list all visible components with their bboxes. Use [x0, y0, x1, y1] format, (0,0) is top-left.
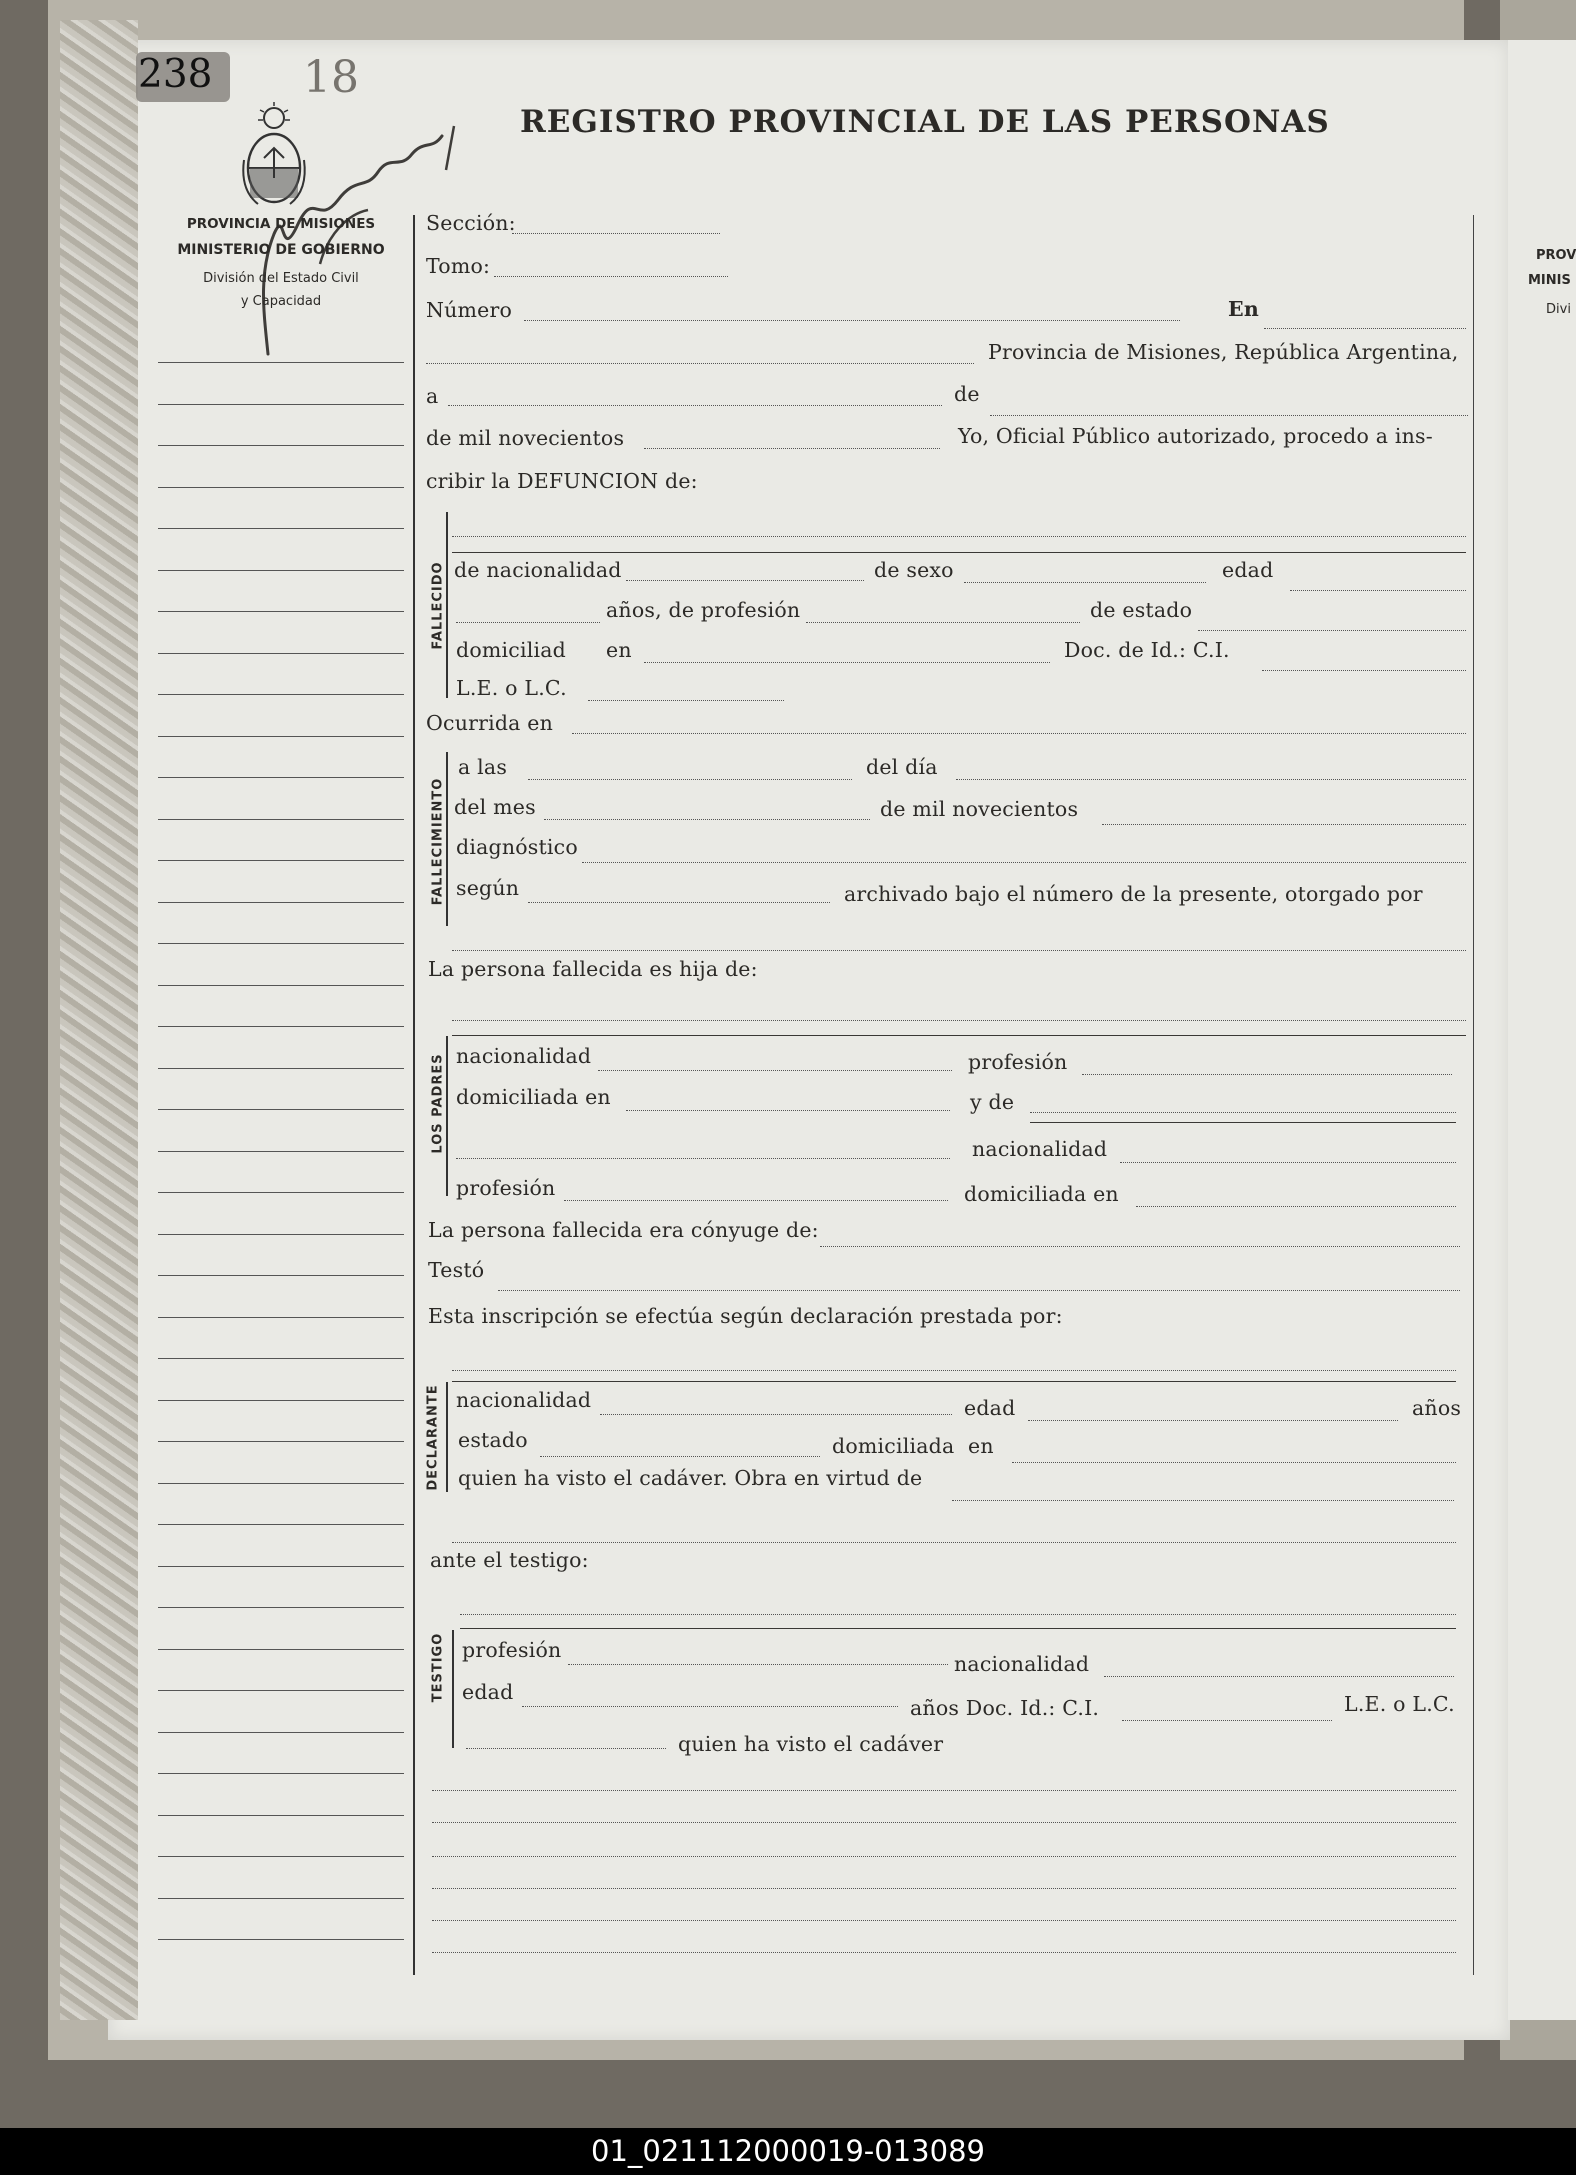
madre-nacionalidad-field[interactable] [1120, 1162, 1456, 1163]
de-label: de [954, 382, 980, 406]
mes-fallecimiento-field[interactable] [544, 819, 870, 820]
margin-line [158, 1192, 404, 1193]
anio-fallecimiento-field[interactable] [1102, 824, 1466, 825]
testigo-profesion-field[interactable] [568, 1664, 948, 1665]
declarante-domiciliada-label: domiciliada [832, 1434, 955, 1458]
edad-field[interactable] [1290, 590, 1466, 591]
margin-line [158, 611, 404, 612]
doc-id-label: Doc. de Id.: C.I. [1064, 638, 1230, 662]
madre-nacionalidad-label: nacionalidad [972, 1137, 1108, 1161]
testigo-anos-doc-label: años Doc. Id.: C.I. [910, 1696, 1100, 1720]
margin-line [158, 445, 404, 446]
margin-line [158, 1483, 404, 1484]
right-margin-rule [1473, 215, 1474, 1975]
hija-de-text: La persona fallecida es hija de: [428, 957, 758, 981]
margin-line [158, 1234, 404, 1235]
segun-field[interactable] [528, 902, 830, 903]
header-division: División del Estado Civil [203, 271, 359, 286]
testigo-le-lc-field[interactable] [466, 1748, 666, 1749]
margin-line [158, 819, 404, 820]
margin-line [158, 1317, 404, 1318]
book-spine [60, 20, 138, 2020]
hora-field[interactable] [528, 779, 852, 780]
madre-domicilio-field[interactable] [1136, 1206, 1456, 1207]
margin-line [158, 487, 404, 488]
ocurrida-en-field[interactable] [572, 733, 1466, 734]
next-page-label-2: MINIS [1528, 273, 1571, 288]
testo-label: Testó [428, 1258, 485, 1282]
observaciones-line[interactable] [432, 1790, 1456, 1791]
padre-profesion-field[interactable] [1082, 1074, 1452, 1075]
dia-fallecimiento-field[interactable] [956, 779, 1466, 780]
testigo-le-lc-label: L.E. o L.C. [1344, 1692, 1455, 1716]
ocurrida-en-label: Ocurrida en [426, 711, 554, 735]
dia-field[interactable] [448, 405, 942, 406]
fallecimiento-label: FALLECIMIENTO [430, 777, 446, 906]
segun-label: según [456, 876, 520, 900]
numero-field[interactable] [524, 320, 1180, 321]
footer-id: 01_021112000019-013089 [591, 2134, 985, 2168]
testigo-profesion-label: profesión [462, 1638, 562, 1662]
del-mes-label: del mes [454, 795, 536, 819]
seccion-label: Sección: [426, 211, 516, 235]
en-field[interactable] [1264, 328, 1466, 329]
de-sexo-label: de sexo [874, 558, 954, 582]
a-las-label: a las [458, 755, 508, 779]
folio-number: 18 [303, 52, 359, 103]
margin-line [158, 528, 404, 529]
margin-line [158, 943, 404, 944]
declarante-label: DECLARANTE [425, 1384, 441, 1491]
declarante-nacionalidad-label: nacionalidad [456, 1388, 592, 1412]
document-title: REGISTRO PROVINCIAL DE LAS PERSONAS [520, 104, 1330, 140]
margin-line [158, 1898, 404, 1899]
en-label: En [1228, 297, 1259, 321]
testigo-label: TESTIGO [430, 1632, 446, 1703]
nacionalidad-field[interactable] [626, 580, 864, 581]
margin-line [158, 1649, 404, 1650]
madre-rule [1030, 1122, 1456, 1123]
margin-line [158, 362, 404, 363]
padre-domicilio-field[interactable] [626, 1110, 950, 1111]
margin-line [158, 860, 404, 861]
archivado-text: archivado bajo el número de la presente, otorgado por [844, 882, 1423, 906]
edad-label: edad [1222, 558, 1274, 582]
margin-line [158, 902, 404, 903]
padres-top-rule [452, 1035, 1466, 1036]
margin-line [158, 1275, 404, 1276]
fallecido-bracket [446, 512, 448, 698]
ante-testigo-text: ante el testigo: [430, 1548, 589, 1572]
next-page-label-1: PROV [1536, 248, 1576, 263]
anos-field[interactable] [456, 622, 600, 623]
padres-bracket [446, 1036, 448, 1196]
inscribir-text: cribir la DEFUNCION de: [426, 469, 698, 493]
fallecido-top-rule [452, 552, 1466, 553]
fallecimiento-bracket [446, 752, 448, 926]
de-estado-label: de estado [1090, 598, 1193, 622]
padre-domiciliada-label: domiciliada en [456, 1085, 611, 1109]
margin-line [158, 1939, 404, 1940]
declarante-estado-label: estado [458, 1428, 528, 1452]
next-page-edge [1508, 40, 1576, 2020]
yo-oficial-text: Yo, Oficial Público autorizado, procedo a ins- [958, 424, 1433, 448]
margin-line [158, 1068, 404, 1069]
y-de-label: y de [970, 1090, 1015, 1114]
testigo-top-rule [460, 1628, 1456, 1629]
margin-line [158, 777, 404, 778]
testigo-nacionalidad-label: nacionalidad [954, 1652, 1090, 1676]
diagnostico-field[interactable] [582, 862, 1466, 863]
observaciones-line[interactable] [432, 1856, 1456, 1857]
declarante-top-rule [452, 1381, 1456, 1382]
profesion-field[interactable] [806, 622, 1080, 623]
testigo-nombre-field[interactable] [460, 1614, 1456, 1615]
declarante-estado-field[interactable] [540, 1456, 820, 1457]
tomo-field[interactable] [494, 276, 728, 277]
obra-en-virtud-field[interactable] [952, 1500, 1454, 1501]
testigo-quien-ha-visto-text: quien ha visto el cadáver [678, 1732, 944, 1756]
testigo-edad-field[interactable] [522, 1706, 898, 1707]
margin-line [158, 1026, 404, 1027]
testo-field[interactable] [498, 1290, 1460, 1291]
provincia-text: Provincia de Misiones, República Argentina, [988, 340, 1459, 364]
padre-nacionalidad-label: nacionalidad [456, 1044, 592, 1068]
declarante-edad-field[interactable] [1028, 1420, 1398, 1421]
margin-line [158, 1732, 404, 1733]
madre-profesion-label: profesión [456, 1176, 556, 1200]
madre-domiciliada-label: domiciliada en [964, 1182, 1119, 1206]
fallecido-label: FALLECIDO [430, 561, 446, 650]
margin-line [158, 1524, 404, 1525]
margin-line [158, 736, 404, 737]
margin-line [158, 1773, 404, 1774]
del-dia-label: del día [866, 755, 938, 779]
margin-line [158, 694, 404, 695]
madre-nombre-field[interactable] [1030, 1112, 1456, 1113]
declarante-domicilio-field[interactable] [1012, 1462, 1456, 1463]
declarante-bracket [446, 1382, 448, 1492]
mil-novecientos-label: de mil novecientos [880, 797, 1079, 821]
declarante-anos-label: años [1412, 1396, 1462, 1420]
madre-extra-field[interactable] [456, 1158, 950, 1159]
margin-line [158, 1441, 404, 1442]
header-province: PROVINCIA DE MISIONES [186, 216, 376, 232]
margin-line [158, 1109, 404, 1110]
de-nacionalidad-label: de nacionalidad [454, 558, 622, 582]
sexo-field[interactable] [964, 582, 1206, 583]
next-page-label-3: Divi [1546, 302, 1571, 317]
domicilio-field[interactable] [644, 662, 1050, 663]
conyuge-text: La persona fallecida era cónyuge de: [428, 1218, 819, 1242]
tomo-label: Tomo: [426, 254, 491, 278]
testigo-bracket [452, 1630, 454, 1748]
a-label: a [426, 384, 439, 408]
estado-field[interactable] [1198, 630, 1466, 631]
header-capacity: y Capacidad [240, 294, 322, 309]
margin-line [158, 1358, 404, 1359]
nombre-fallecido-field[interactable] [452, 536, 1466, 537]
le-lc-label: L.E. o L.C. [456, 676, 567, 700]
ci-field[interactable] [1262, 670, 1466, 671]
margin-line [158, 1690, 404, 1691]
anio-field[interactable] [644, 448, 940, 449]
header-ministry: MINISTERIO DE GOBIERNO [177, 242, 385, 258]
diagnostico-label: diagnóstico [456, 835, 578, 859]
margin-line [158, 985, 404, 986]
margin-line [158, 1151, 404, 1152]
margin-line [158, 570, 404, 571]
testigo-ci-field[interactable] [1122, 1720, 1332, 1721]
margin-line [158, 1400, 404, 1401]
padres-label: LOS PADRES [430, 1053, 446, 1154]
declarante-edad-label: edad [964, 1396, 1016, 1420]
testigo-edad-label: edad [462, 1680, 514, 1704]
observaciones-line[interactable] [432, 1952, 1456, 1953]
padre-profesion-label: profesión [968, 1050, 1068, 1074]
margin-line [158, 1566, 404, 1567]
declarante-en-label: en [968, 1434, 994, 1458]
lugar-field[interactable] [426, 363, 974, 364]
otorgado-por-field[interactable] [452, 950, 1466, 951]
margin-line [158, 1856, 404, 1857]
numero-label: Número [426, 298, 513, 322]
stamp-number: 238 [138, 52, 213, 97]
declarante-quien-ha-visto-text: quien ha visto el cadáver. Obra en virtud de [458, 1466, 923, 1490]
margin-line [158, 653, 404, 654]
madre-profesion-field[interactable] [564, 1200, 948, 1201]
en-domicilio-label: en [606, 638, 632, 662]
seccion-field[interactable] [512, 233, 720, 234]
mes-field[interactable] [990, 415, 1468, 416]
observaciones-line[interactable] [432, 1888, 1456, 1889]
declarante-nacionalidad-field[interactable] [600, 1414, 952, 1415]
padre-nacionalidad-field[interactable] [598, 1070, 952, 1071]
le-lc-field[interactable] [588, 700, 784, 701]
margin-line [158, 1815, 404, 1816]
conyuge-field[interactable] [820, 1246, 1460, 1247]
observaciones-line[interactable] [432, 1920, 1456, 1921]
declarante-extra-field[interactable] [452, 1542, 1456, 1543]
domiciliad-label: domiciliad [456, 638, 566, 662]
declarante-nombre-field[interactable] [452, 1370, 1456, 1371]
anos-profesion-label: años, de profesión [606, 598, 801, 622]
observaciones-line[interactable] [432, 1822, 1456, 1823]
margin-line [158, 404, 404, 405]
padre-nombre-field[interactable] [452, 1020, 1466, 1021]
main-divider [413, 215, 415, 1975]
margin-line [158, 1607, 404, 1608]
testigo-nacionalidad-field[interactable] [1104, 1676, 1454, 1677]
de-mil-novecientos-label: de mil novecientos [426, 426, 625, 450]
declaracion-text: Esta inscripción se efectúa según declaración prestada por: [428, 1304, 1063, 1328]
